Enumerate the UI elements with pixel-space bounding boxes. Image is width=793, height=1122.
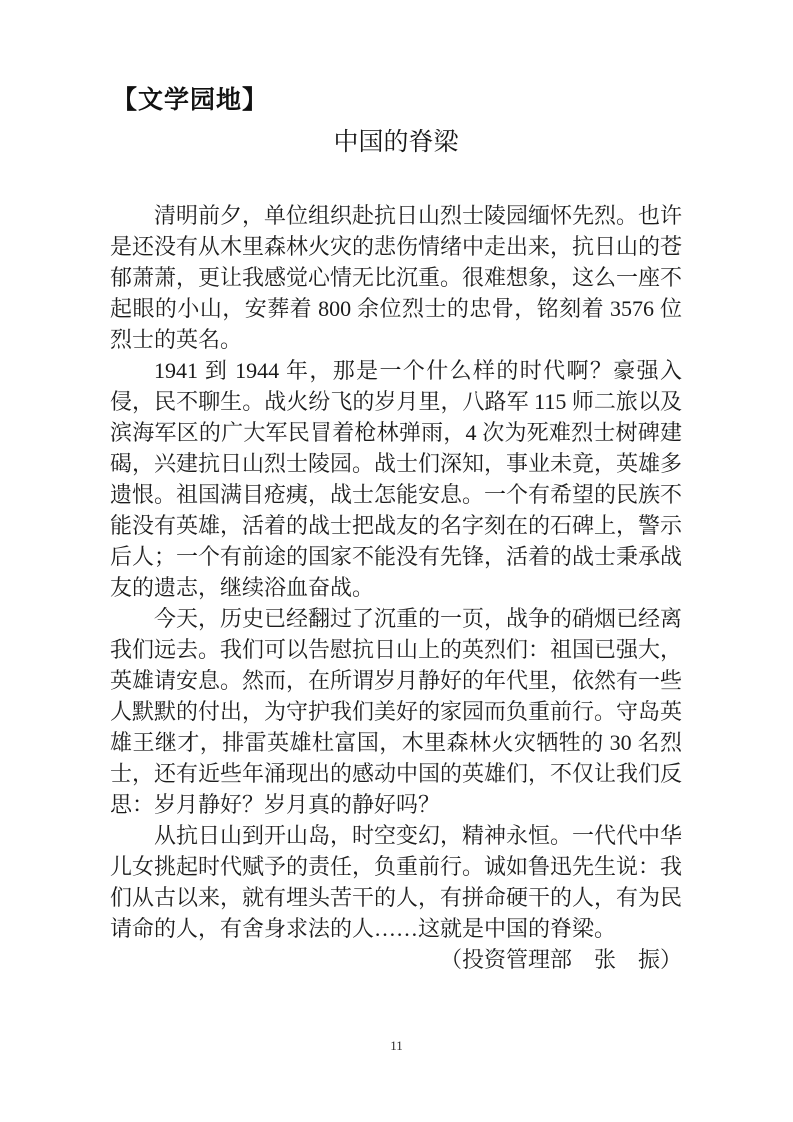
article-title: 中国的脊梁	[333, 127, 459, 156]
article-paragraph: 1941 到 1944 年，那是一个什么样的时代啊？豪强入侵，民不聊生。战火纷飞的岁月里，八路军 115 师二旅以及滨海军区的广大军民冒着枪林弹雨，4 次为死难烈士树碑建碣，兴建抗日山烈士陵园。战士们深知，事业未竟，英雄多遗恨。祖国满目疮痍，战士怎能安息。一个有希望的民族不能没有英雄，活着的战士把战友的名字刻在的石碑上，警示后人；一个有前途的国家不能没有先锋，活着的战士秉承战友的遗志，继续浴血奋战。	[110, 358, 683, 600]
article-byline: （投资管理部 张 振）	[439, 947, 682, 972]
article-body	[110, 200, 682, 975]
article-paragraph: 清明前夕，单位组织赴抗日山烈士陵园缅怀先烈。也许是还没有从木里森林火灾的悲伤情绪中走出来，抗日山的苍郁萧萧，更让我感觉心情无比沉重。很难想象，这么一座不起眼的小山，安葬着 800 余位烈士的忠骨，铭刻着 3576 位烈士的英名。	[110, 203, 683, 352]
section-header: 【文学园地】	[112, 85, 269, 114]
article-paragraph: 今天，历史已经翻过了沉重的一页，战争的硝烟已经离我们远去。我们可以告慰抗日山上的英烈们：祖国已强大，英雄请安息。然而，在所谓岁月静好的年代里，依然有一些人默默的付出，为守护我们美好的家园而负重前行。守岛英雄王继才，排雷英雄杜富国，木里森林火灾牺牲的 30 名烈士，还有近些年涌现出的感动中国的英雄们，不仅让我们反思：岁月静好？岁月真的静好吗？	[110, 606, 683, 817]
article-paragraph: 从抗日山到开山岛，时空变幻，精神永恒。一代代中华儿女挑起时代赋予的责任，负重前行。诚如鲁迅先生说：我们从古以来，就有埋头苦干的人，有拼命硬干的人，有为民请命的人，有舍身求法的人……这就是中国的脊梁。	[110, 823, 683, 941]
page-number: 11	[390, 1038, 403, 1053]
